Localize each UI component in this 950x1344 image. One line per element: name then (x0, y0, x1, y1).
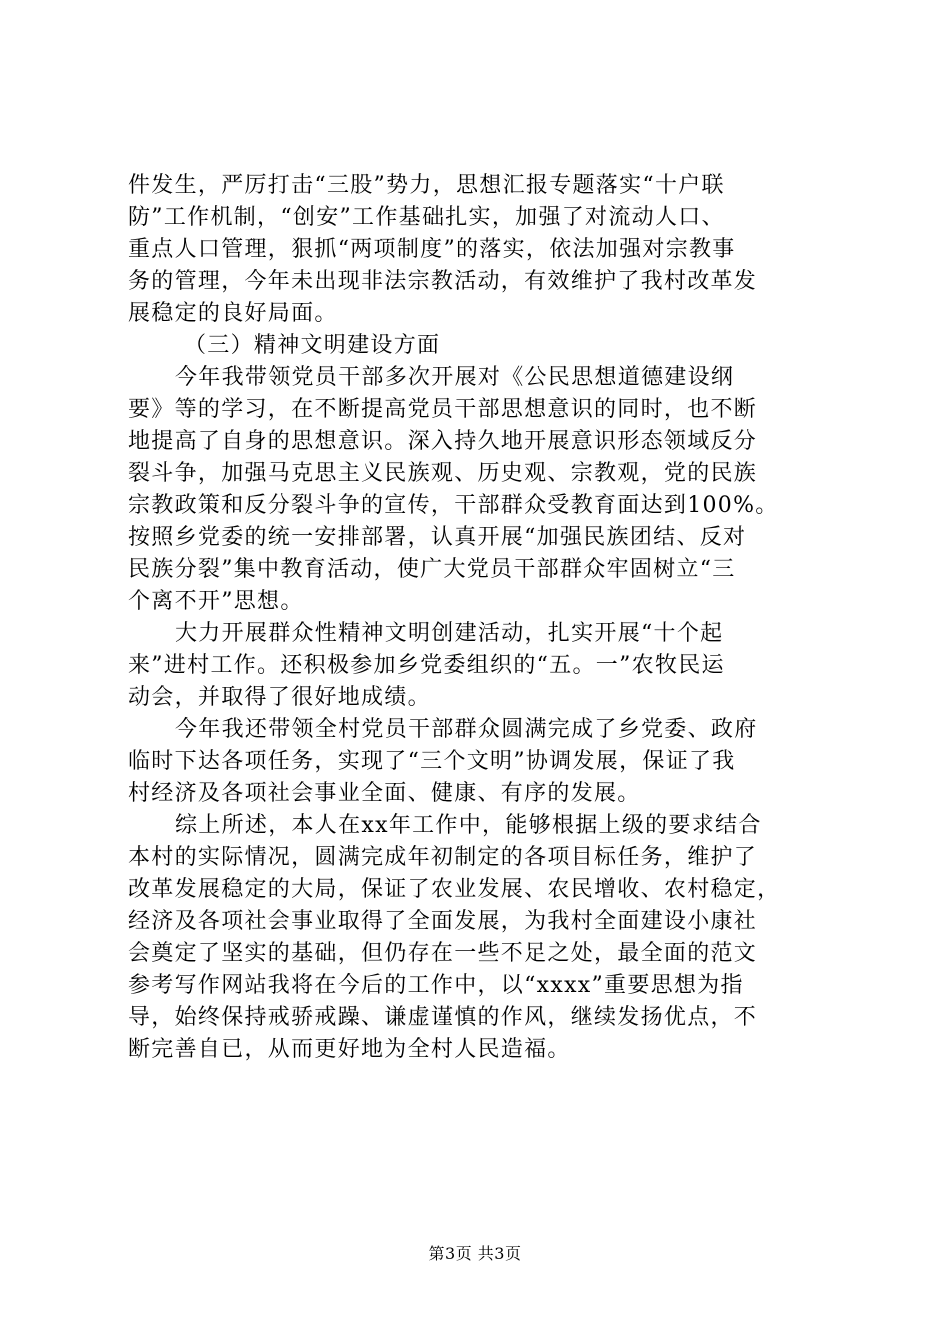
paragraph (128, 362, 828, 618)
text-line: 地提高了自身的思想意识。深入持久地开展意识形态领域反分 (128, 429, 758, 454)
text-line: 务的管理，今年未出现非法宗教活动，有效维护了我村改革发 (128, 269, 758, 294)
paragraph (128, 330, 828, 362)
text-line: 要》等的学习，在不断提高党员干部思想意识的同时，也不断 (128, 397, 758, 422)
text-line: 民族分裂”集中教育活动，使广大党员干部群众牢固树立“三 (128, 557, 736, 582)
text-line: 改革发展稳定的大局，保证了农业发展、农民增收、农村稳定， (128, 877, 781, 902)
text-line: 防”工作机制，“创安”工作基础扎实，加强了对流动人口、 (128, 205, 725, 230)
document-body (128, 170, 828, 1066)
section-heading: （三）精神文明建设方面 (184, 333, 441, 358)
text-line: 裂斗争，加强马克思主义民族观、历史观、宗教观，党的民族 (128, 461, 758, 486)
text-line: 参考写作网站我将在今后的工作中，以“xxxx”重要思想为指 (128, 973, 744, 998)
text-line: 展稳定的良好局面。 (128, 301, 338, 326)
text-line: 本村的实际情况，圆满完成年初制定的各项目标任务，维护了 (128, 845, 758, 870)
paragraph (128, 810, 828, 1066)
text-line: 件发生，严厉打击“三股”势力，思想汇报专题落实“十户联 (128, 173, 725, 198)
text-line: 宗教政策和反分裂斗争的宣传，干部群众受教育面达到100%。 (128, 493, 779, 518)
text-line: 今年我还带领全村党员干部群众圆满完成了乡党委、政府 (175, 717, 758, 742)
text-line: 重点人口管理，狠抓“两项制度”的落实，依法加强对宗教事 (128, 237, 736, 262)
text-line: 临时下达各项任务，实现了“三个文明”协调发展，保证了我 (128, 749, 736, 774)
text-line: 村经济及各项社会事业全面、健康、有序的发展。 (128, 781, 641, 806)
text-line: 按照乡党委的统一安排部署，认真开展“加强民族团结、反对 (128, 525, 747, 550)
text-line: 断完善自已，从而更好地为全村人民造福。 (128, 1037, 571, 1062)
text-line: 来”进村工作。还积极参加乡党委组织的“五。一”农牧民运 (128, 653, 725, 678)
text-line: 个离不开”思想。 (128, 589, 304, 614)
text-line: 导，始终保持戒骄戒躁、谦虚谨慎的作风，继续发扬优点，不 (128, 1005, 758, 1030)
text-line: 会奠定了坚实的基础，但仍存在一些不足之处，最全面的范文 (128, 941, 758, 966)
text-line: 今年我带领党员干部多次开展对《公民思想道德建设纲 (175, 365, 735, 390)
text-line: 综上所述，本人在xx年工作中，能够根据上级的要求结合 (175, 813, 762, 838)
paragraph (128, 170, 828, 330)
text-line: 大力开展群众性精神文明创建活动，扎实开展“十个起 (175, 621, 724, 646)
text-line: 经济及各项社会事业取得了全面发展，为我村全面建设小康社 (128, 909, 758, 934)
page-footer: 第3页 共3页 (428, 1244, 522, 1263)
paragraph (128, 714, 828, 810)
paragraph (128, 618, 828, 714)
text-line: 动会，并取得了很好地成绩。 (128, 685, 431, 710)
